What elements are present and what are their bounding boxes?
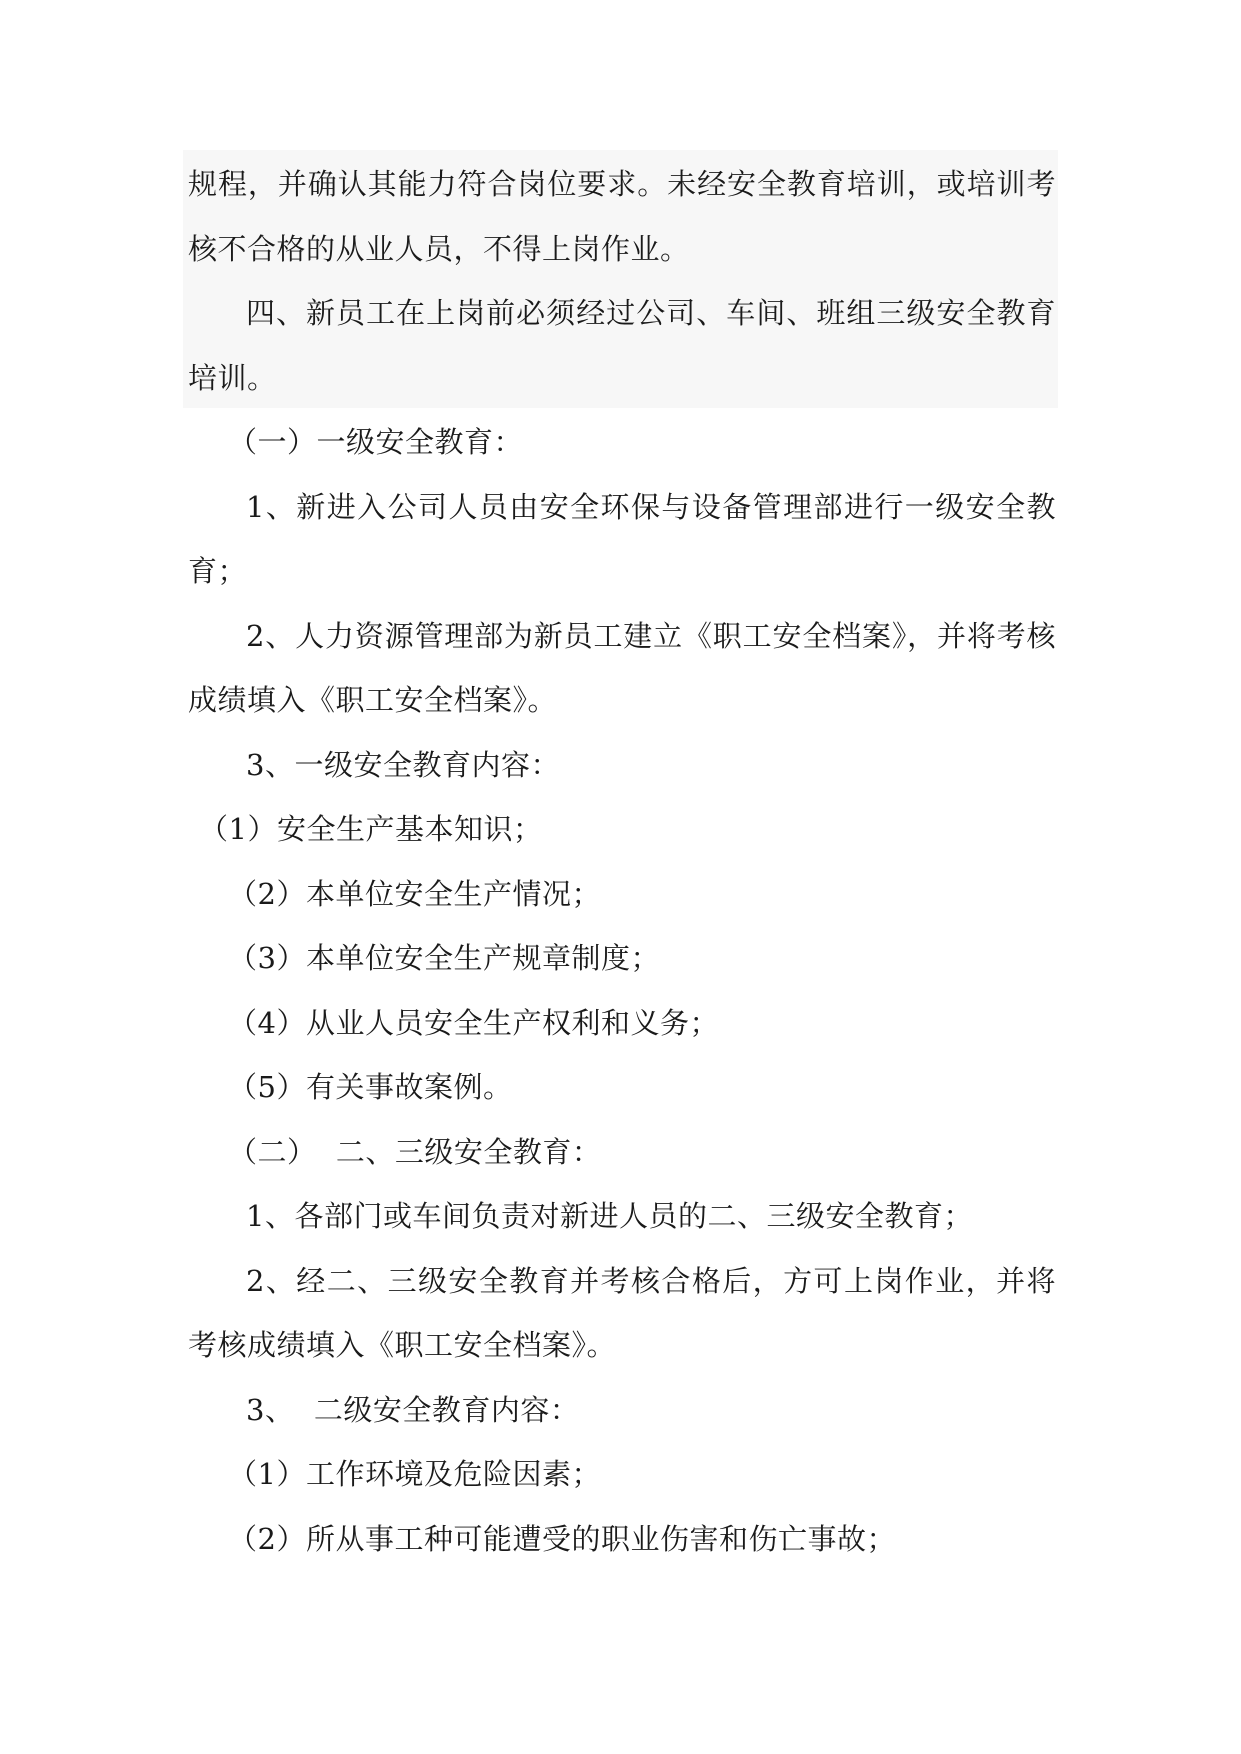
paragraph-level-one-item-2: 2、人力资源管理部为新员工建立《职工安全档案》，并将考核成绩填入《职工安全档案》。 [188, 618, 1056, 717]
list-item-content-3: （3）本单位安全生产规章制度； [228, 941, 660, 975]
list-item-content-1: （1）安全生产基本知识； [199, 812, 543, 846]
paragraph-item-four: 四、新员工在上岗前必须经过公司、车间、班组三级安全教育培训。 [188, 296, 1056, 395]
list-item-content-5: （5）有关事故案例。 [228, 1070, 513, 1104]
paragraph-level-two-item-2: 2、经二、三级安全教育并考核合格后，方可上岗作业，并将考核成绩填入《职工安全档案》。 [188, 1263, 1056, 1362]
section-heading-level-two-three: （二） 二、三级安全教育： [228, 1134, 602, 1169]
list-item-content-4: （4）从业人员安全生产权利和义务； [228, 1005, 719, 1040]
list-item-level-two-content-2: （2）所从事工种可能遭受的职业伤害和伤亡事故； [228, 1521, 896, 1556]
list-item-level-two-content-1: （1）工作环境及危险因素； [228, 1457, 601, 1491]
paragraph-continued-rules: 规程，并确认其能力符合岗位要求。未经安全教育培训，或培训考核不合格的从业人员，不得上岗作业。 [188, 167, 1056, 266]
section-heading-level-one: （一）一级安全教育： [228, 425, 524, 459]
paragraph-level-two-item-1: 1、各部门或车间负责对新进人员的二、三级安全教育； [246, 1199, 973, 1233]
paragraph-level-one-item-3: 3、一级安全教育内容： [246, 747, 560, 782]
body-text [188, 152, 1056, 1571]
list-item-content-2: （2）本单位安全生产情况； [228, 876, 601, 911]
paragraph-level-two-item-3: 3、 二级安全教育内容： [246, 1392, 580, 1427]
paragraph-level-one-item-1: 1、新进入公司人员由安全环保与设备管理部进行一级安全教育； [188, 489, 1056, 588]
